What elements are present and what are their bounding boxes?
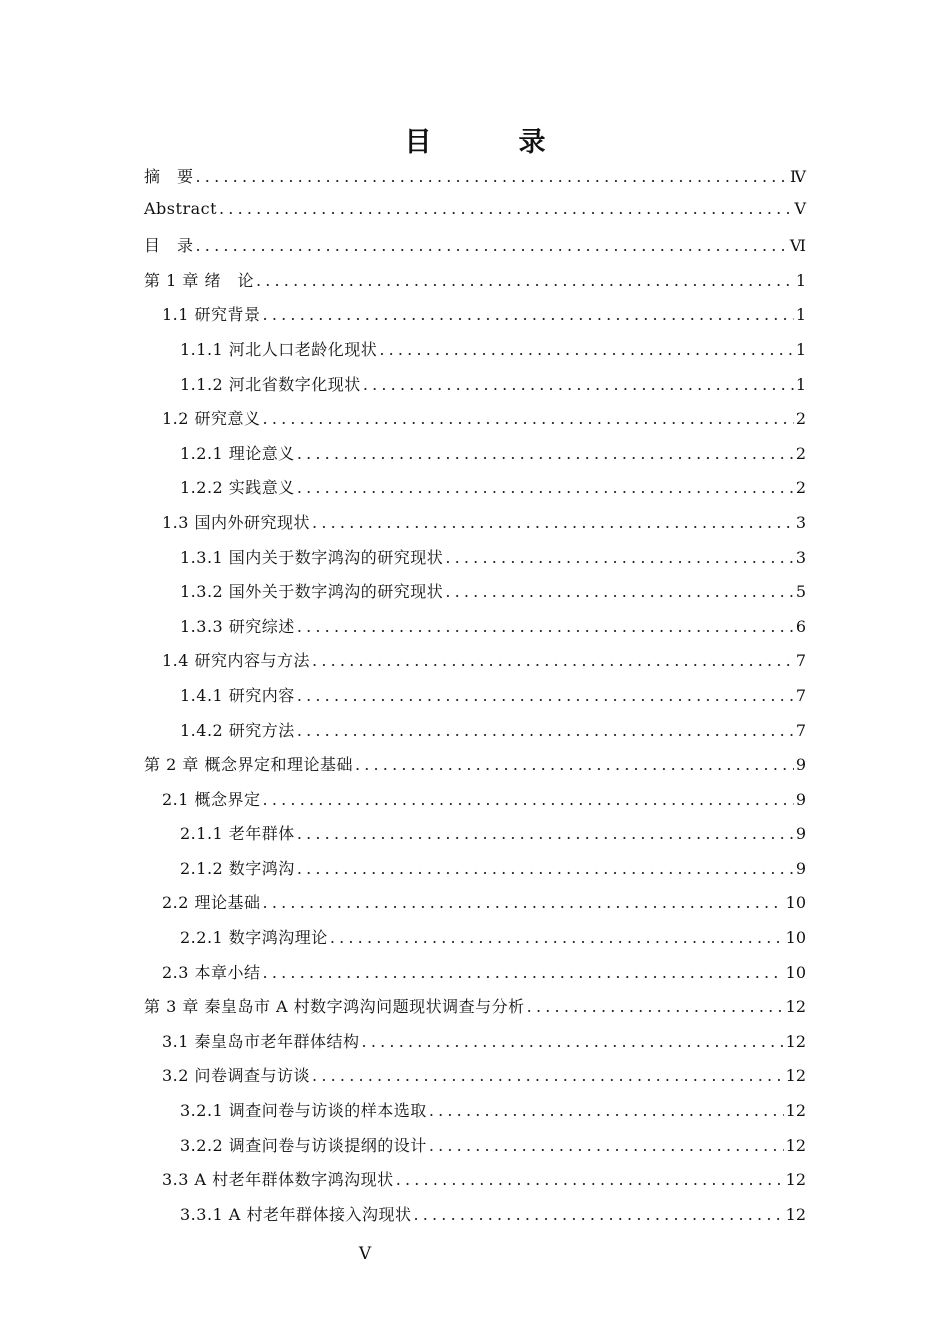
toc-title: 目 录: [404, 127, 576, 158]
toc-entry-title: 目 录: [144, 236, 194, 256]
toc-entry-title: Abstract: [144, 198, 218, 218]
toc-entry-title: 1.3.2 国外关于数字鸿沟的研究现状: [180, 582, 444, 602]
page-footer: [0, 1244, 950, 1264]
toc-entry-page: 9: [795, 755, 806, 775]
toc-list: [144, 164, 806, 1236]
toc-entry[interactable]: [144, 683, 806, 718]
toc-entry-page: Ⅳ: [790, 167, 806, 186]
toc-entry-title: 1.3.1 国内关于数字鸿沟的研究现状: [180, 547, 444, 567]
toc-entry[interactable]: [144, 545, 806, 580]
toc-entry-page: Ⅵ: [789, 236, 806, 256]
toc-entry-page: 7: [795, 685, 806, 705]
toc-entry[interactable]: [144, 441, 806, 476]
toc-entry-page: 12: [785, 1135, 806, 1155]
toc-leader-dots: [362, 1032, 784, 1051]
toc-leader-dots: [256, 271, 794, 290]
toc-entry[interactable]: [144, 648, 806, 683]
toc-leader-dots: [297, 617, 794, 636]
toc-entry-page: 1: [795, 374, 806, 394]
toc-entry-title: 3.2.2 调查问卷与访谈提纲的设计: [180, 1135, 427, 1155]
toc-entry-page: 9: [795, 858, 806, 878]
toc-entry-title: 摘 要: [144, 167, 194, 186]
toc-entry-title: 1.2 研究意义: [162, 409, 261, 429]
toc-entry-title: 1.4 研究内容与方法: [162, 651, 311, 671]
toc-entry[interactable]: [144, 925, 806, 960]
toc-entry-title: 1.1.2 河北省数字化现状: [180, 374, 361, 394]
toc-entry[interactable]: [144, 994, 806, 1029]
toc-entry-page: 7: [795, 720, 806, 740]
toc-entry-title: 3.1 秦皇岛市老年群体结构: [162, 1031, 360, 1051]
toc-entry[interactable]: [144, 337, 806, 372]
toc-entry-page: 12: [785, 1031, 806, 1051]
toc-entry-title: 3.3.1 A 村老年群体接入沟现状: [180, 1204, 412, 1224]
toc-entry-title: 第 2 章 概念界定和理论基础: [144, 755, 353, 775]
page-number: V: [358, 1244, 372, 1264]
toc-leader-dots: [396, 1170, 784, 1189]
toc-entry-page: 10: [785, 893, 806, 913]
toc-leader-dots: [429, 1101, 784, 1120]
toc-leader-dots: [263, 893, 784, 912]
toc-entry-title: 3.2 问卷调查与访谈: [162, 1066, 311, 1086]
toc-leader-dots: [527, 997, 784, 1016]
toc-entry-page: 2: [795, 443, 806, 463]
toc-entry[interactable]: [144, 1029, 806, 1064]
toc-entry-title: 2.2.1 数字鸿沟理论: [180, 928, 328, 948]
toc-entry[interactable]: [144, 1063, 806, 1098]
toc-leader-dots: [297, 444, 794, 463]
toc-entry[interactable]: [144, 718, 806, 753]
toc-entry-title: 1.3.3 研究综述: [180, 616, 295, 636]
toc-leader-dots: [297, 859, 794, 878]
toc-entry-title: 1.2.2 实践意义: [180, 478, 295, 498]
toc-entry-page: Ⅴ: [794, 198, 806, 218]
toc-entry-title: 3.3 A 村老年群体数字鸿沟现状: [162, 1170, 394, 1190]
toc-entry-title: 1.2.1 理论意义: [180, 443, 295, 463]
toc-leader-dots: [219, 199, 792, 218]
toc-entry-title: 1.4.1 研究内容: [180, 685, 295, 705]
toc-entry[interactable]: [144, 960, 806, 995]
toc-entry-title: 2.1 概念界定: [162, 789, 261, 809]
toc-entry-page: 1: [795, 305, 806, 325]
toc-leader-dots: [429, 1136, 784, 1155]
toc-leader-dots: [312, 651, 794, 670]
toc-entry[interactable]: [144, 268, 806, 303]
toc-entry-page: 10: [785, 962, 806, 982]
toc-entry[interactable]: [144, 821, 806, 856]
toc-entry-page: 7: [795, 651, 806, 671]
toc-entry-page: 1: [795, 339, 806, 359]
toc-entry[interactable]: [144, 856, 806, 891]
toc-entry-page: 9: [795, 824, 806, 844]
toc-entry[interactable]: [144, 1167, 806, 1202]
toc-entry-page: 12: [785, 1101, 806, 1121]
toc-leader-dots: [355, 755, 794, 774]
toc-entry[interactable]: [144, 1202, 806, 1237]
toc-entry-page: 12: [785, 1170, 806, 1190]
toc-entry[interactable]: [144, 787, 806, 822]
toc-leader-dots: [263, 305, 794, 324]
toc-entry[interactable]: [144, 372, 806, 407]
toc-entry[interactable]: [144, 302, 806, 337]
toc-leader-dots: [445, 582, 794, 601]
toc-entry-title: 2.1.2 数字鸿沟: [180, 858, 295, 878]
toc-leader-dots: [312, 1066, 784, 1085]
toc-leader-dots: [196, 167, 789, 186]
toc-entry-page: 10: [785, 928, 806, 948]
toc-entry[interactable]: [144, 890, 806, 925]
toc-entry-title: 1.4.2 研究方法: [180, 720, 295, 740]
toc-entry[interactable]: [144, 614, 806, 649]
toc-entry[interactable]: [144, 406, 806, 441]
toc-entry-page: 12: [785, 1204, 806, 1224]
toc-leader-dots: [263, 790, 794, 809]
toc-entry-title: 第 1 章 绪 论: [144, 270, 254, 290]
toc-entry-title: 第 3 章 秦皇岛市 A 村数字鸿沟问题现状调查与分析: [144, 997, 525, 1017]
toc-entry[interactable]: [144, 752, 806, 787]
toc-entry[interactable]: [144, 475, 806, 510]
toc-entry[interactable]: [144, 1133, 806, 1168]
toc-leader-dots: [445, 548, 794, 567]
toc-entry-title: 1.3 国内外研究现状: [162, 512, 311, 532]
toc-entry[interactable]: [144, 164, 806, 199]
toc-leader-dots: [263, 409, 794, 428]
toc-leader-dots: [330, 928, 784, 947]
toc-leader-dots: [196, 236, 788, 255]
toc-entry-page: 2: [795, 478, 806, 498]
toc-entry-page: 1: [795, 270, 806, 290]
toc-entry-title: 3.2.1 调查问卷与访谈的样本选取: [180, 1101, 427, 1121]
toc-entry-page: 5: [795, 582, 806, 602]
toc-entry[interactable]: [144, 579, 806, 614]
toc-entry-page: 2: [795, 409, 806, 429]
toc-leader-dots: [413, 1205, 783, 1224]
toc-entry-title: 2.3 本章小结: [162, 962, 261, 982]
toc-entry-page: 3: [795, 547, 806, 567]
toc-entry-page: 12: [785, 1066, 806, 1086]
toc-entry[interactable]: [144, 199, 806, 234]
toc-leader-dots: [363, 375, 794, 394]
toc-entry[interactable]: [144, 233, 806, 268]
toc-leader-dots: [297, 686, 794, 705]
toc-entry-page: 9: [795, 789, 806, 809]
toc-leader-dots: [263, 963, 784, 982]
toc-entry-page: 6: [795, 616, 806, 636]
toc-entry-title: 1.1 研究背景: [162, 305, 261, 325]
toc-entry-page: 3: [795, 512, 806, 532]
toc-entry-title: 2.1.1 老年群体: [180, 824, 295, 844]
toc-leader-dots: [379, 340, 794, 359]
toc-entry-page: 12: [785, 997, 806, 1017]
toc-leader-dots: [312, 513, 794, 532]
toc-leader-dots: [297, 721, 794, 740]
toc-entry[interactable]: [144, 1098, 806, 1133]
toc-entry-title: 2.2 理论基础: [162, 893, 261, 913]
toc-leader-dots: [297, 478, 794, 497]
toc-leader-dots: [297, 824, 794, 843]
toc-entry[interactable]: [144, 510, 806, 545]
toc-entry-title: 1.1.1 河北人口老龄化现状: [180, 339, 378, 359]
